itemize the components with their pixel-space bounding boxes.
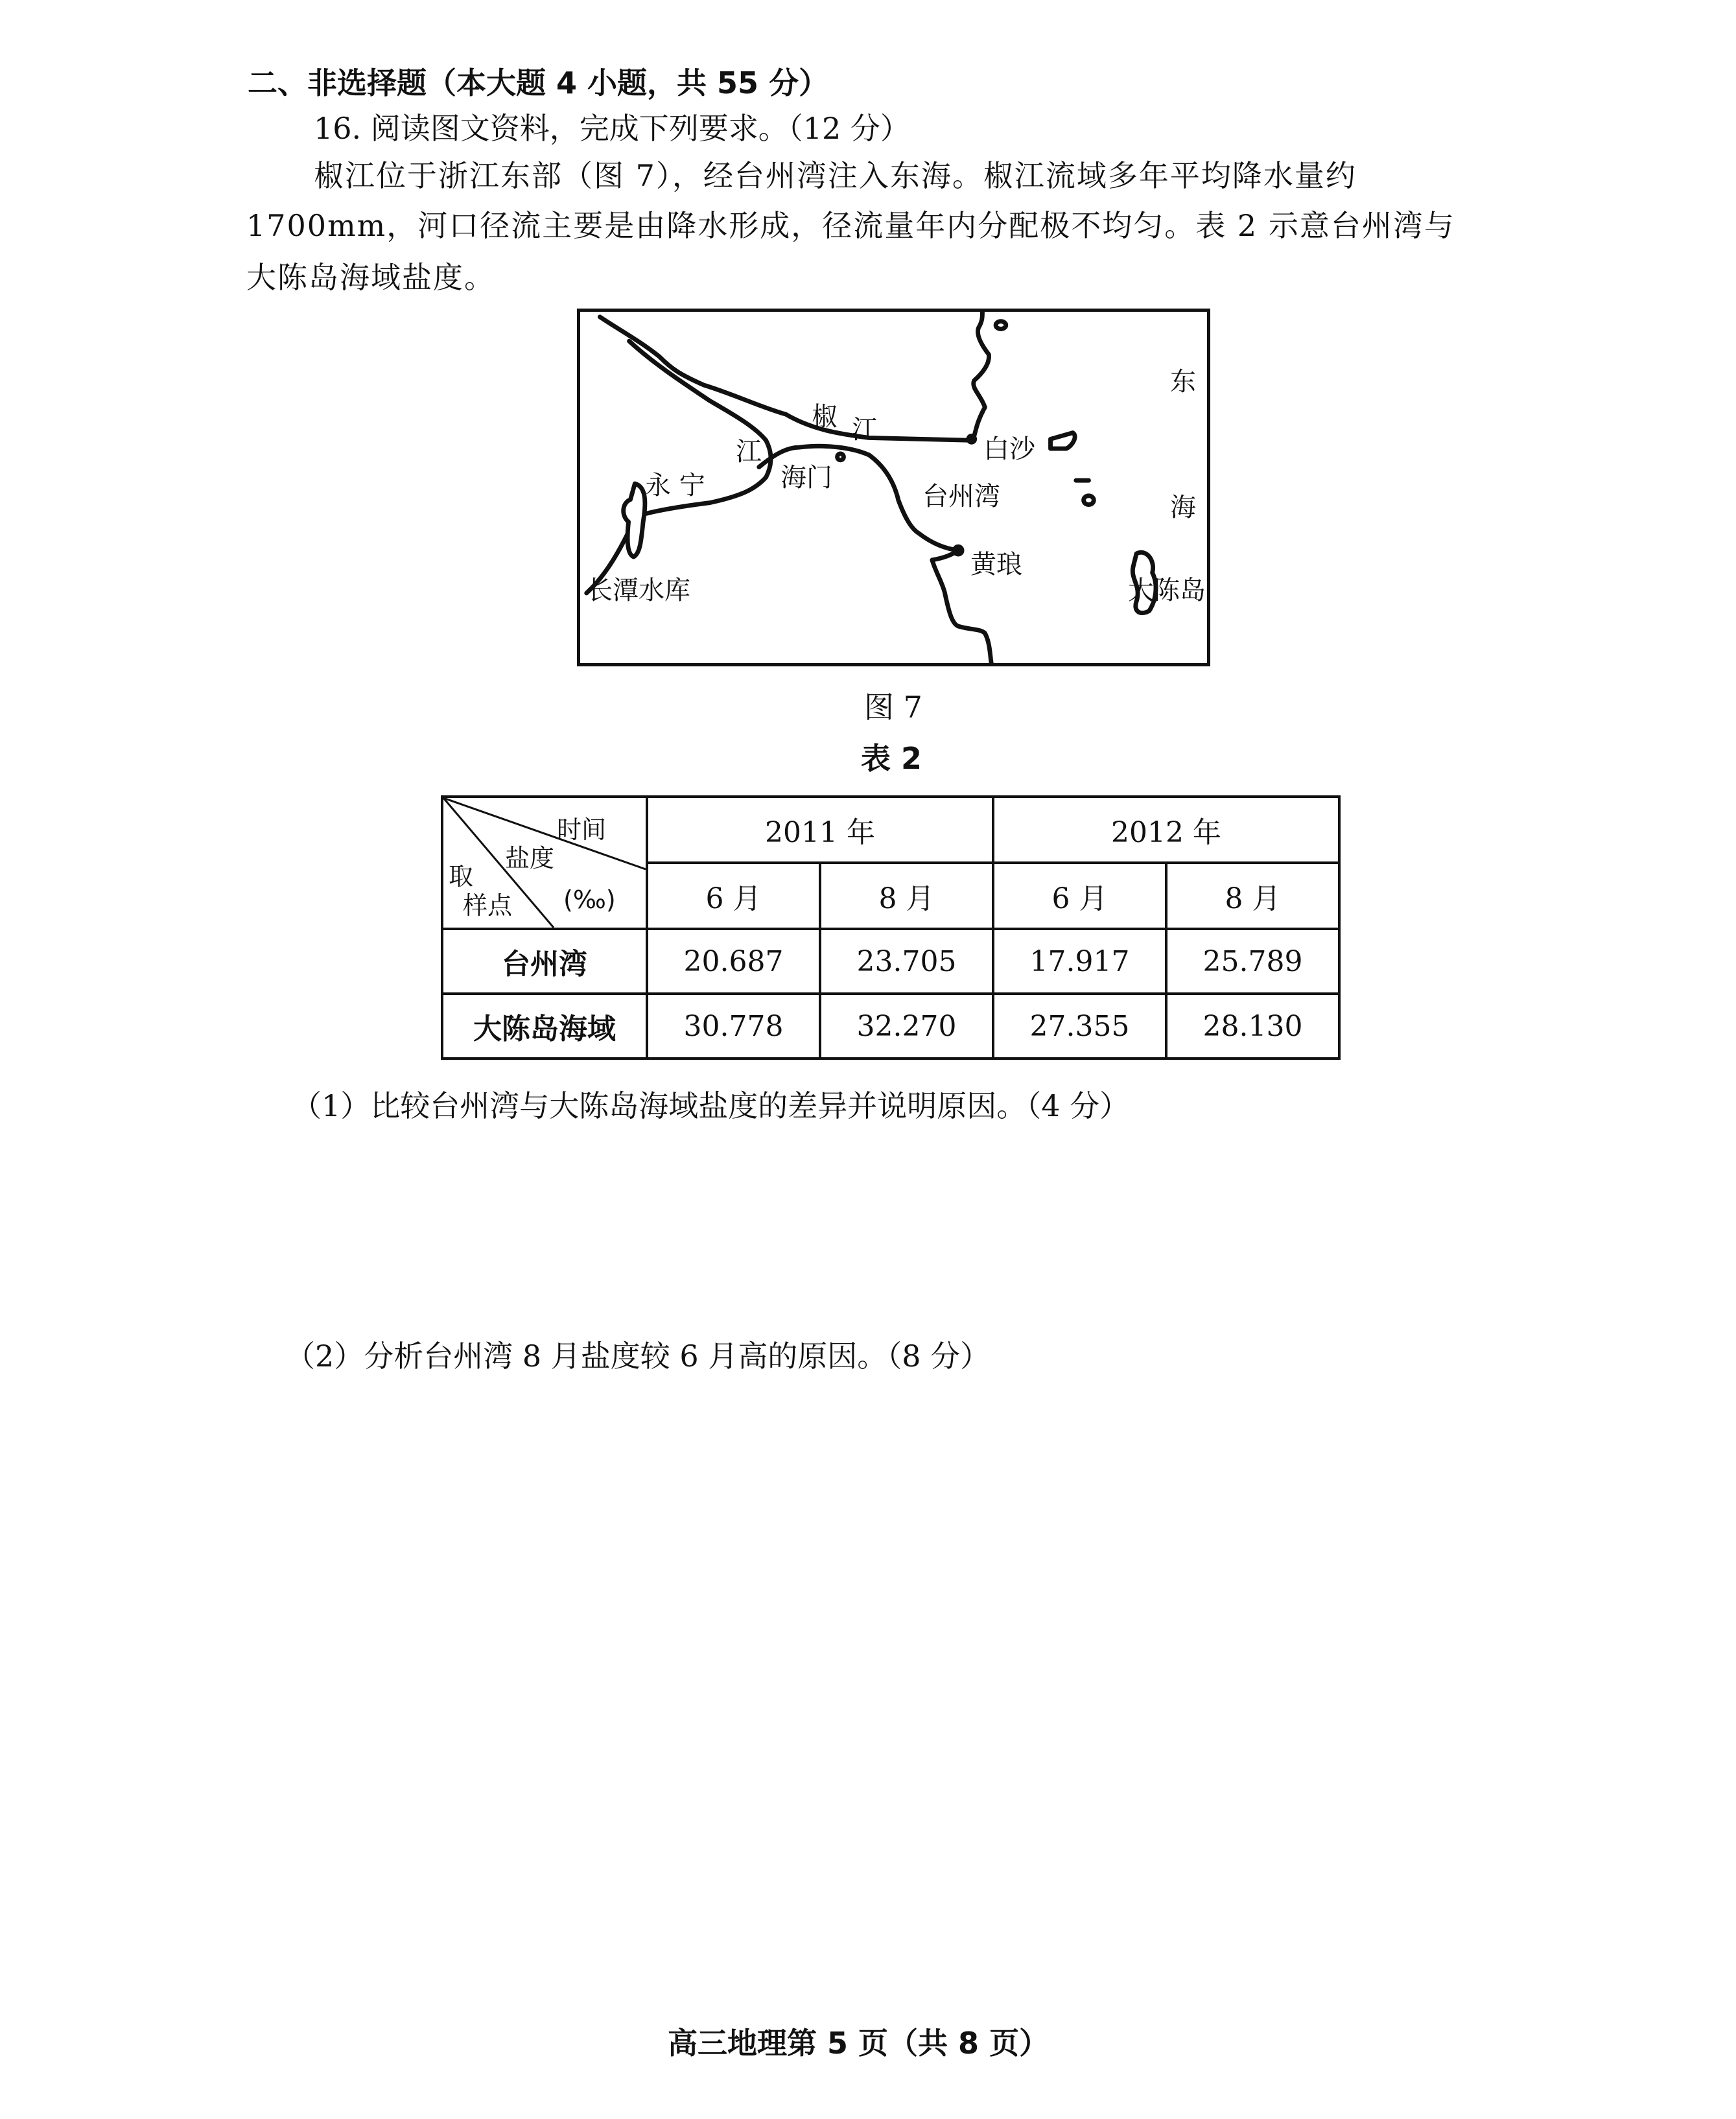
label-dong: 东	[1170, 367, 1196, 397]
island-north	[996, 322, 1006, 329]
label-jiang-1: 江	[852, 415, 878, 445]
month-header: 8 月	[1166, 863, 1339, 929]
salinity-value: 17.917	[993, 929, 1166, 994]
header-time: 时间	[557, 815, 607, 844]
salinity-value: 20.687	[647, 929, 820, 994]
year-2012: 2012 年	[993, 797, 1339, 863]
paragraph-line-3: 大陈岛海域盐度。	[246, 260, 495, 295]
figure-7-map	[577, 309, 1210, 666]
changtan-reservoir	[624, 484, 645, 557]
page-footer: 高三地理第 5 页（共 8 页）	[668, 2026, 1050, 2061]
header-site-2: 样点	[463, 891, 513, 920]
label-haimen: 海门	[780, 463, 832, 493]
header-unit: (‰)	[563, 885, 616, 914]
label-dachen: 大陈岛	[1128, 576, 1206, 605]
paragraph-line-1: 椒江位于浙江东部（图 7），经台州湾注入东海。椒江流域多年平均降水量约	[314, 158, 1357, 193]
label-jiao: 椒	[812, 402, 838, 432]
haimen-point	[838, 454, 844, 460]
label-taizhouwan: 台州湾	[922, 482, 1000, 511]
header-salinity: 盐度	[505, 844, 555, 872]
table-corner-header	[442, 797, 647, 929]
salinity-value: 23.705	[820, 929, 993, 994]
table-row	[442, 929, 1339, 994]
label-hai: 海	[1170, 493, 1196, 522]
question-title: 16. 阅读图文资料，完成下列要求。（12 分）	[314, 111, 910, 146]
baisha-point	[968, 436, 975, 442]
table-caption: 表 2	[861, 741, 922, 776]
island-small-2	[1084, 496, 1094, 505]
month-header: 8 月	[820, 863, 993, 929]
header-site-1: 取	[449, 862, 474, 891]
salinity-table	[441, 795, 1341, 1060]
paragraph-line-2: 1700mm，河口径流主要是由降水形成，径流量年内分配极不均匀。表 2 示意台州湾与	[246, 208, 1455, 243]
island-baisha	[1051, 433, 1075, 449]
site-name: 大陈岛海域	[442, 994, 647, 1059]
salinity-value: 25.789	[1166, 929, 1339, 994]
month-header: 6 月	[993, 863, 1166, 929]
section-heading: 二、非选择题（本大题 4 小题，共 55 分）	[248, 65, 829, 100]
table-row	[442, 994, 1339, 1059]
figure-caption: 图 7	[864, 690, 922, 725]
salinity-value: 27.355	[993, 994, 1166, 1059]
sub-question-2: （2）分析台州湾 8 月盐度较 6 月高的原因。（8 分）	[285, 1339, 991, 1374]
site-name: 台州湾	[442, 929, 647, 994]
jiaojiang-north-bank	[600, 317, 971, 440]
label-yongning: 永 宁	[645, 471, 705, 500]
label-huanglang: 黄琅	[970, 550, 1022, 580]
label-baisha: 白沙	[983, 434, 1035, 464]
month-header: 6 月	[647, 863, 820, 929]
salinity-value: 28.130	[1166, 994, 1339, 1059]
salinity-value: 32.270	[820, 994, 993, 1059]
east-coast	[972, 312, 989, 440]
salinity-value: 30.778	[647, 994, 820, 1059]
year-2011: 2011 年	[647, 797, 993, 863]
label-jiang-2: 江	[736, 437, 762, 467]
sub-question-1: （1）比较台州湾与大陈岛海域盐度的差异并说明原因。（4 分）	[292, 1088, 1130, 1123]
label-changtan-reservoir: 长潭水库	[587, 576, 690, 605]
